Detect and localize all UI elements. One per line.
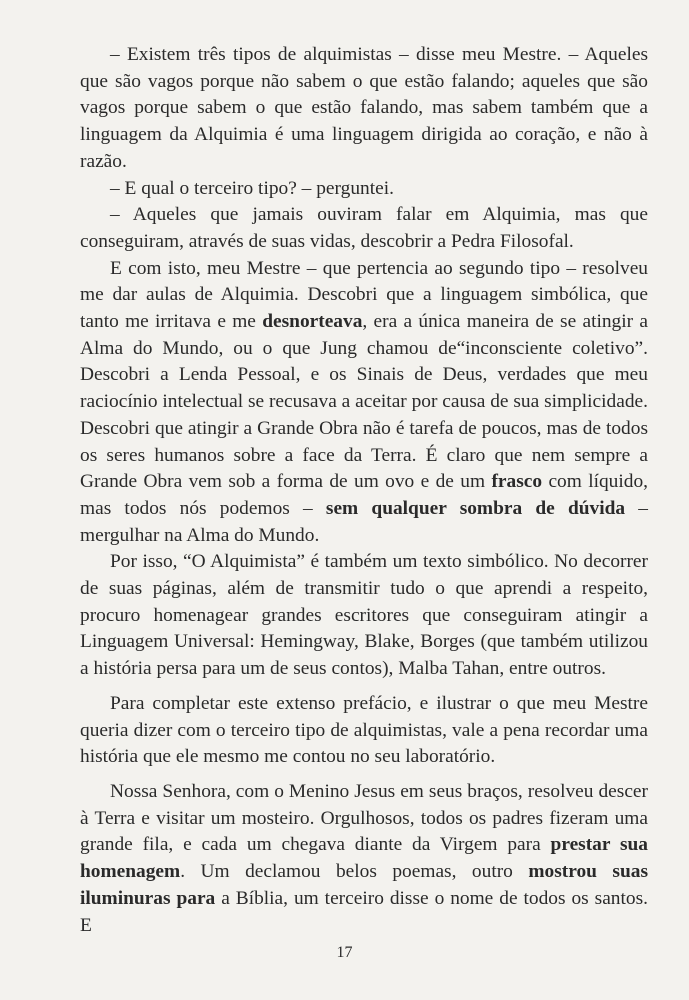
paragraph: – Existem três tipos de alquimistas – disse meu Mestre. – Aqueles que são vagos porque não sabem o que estão falando; aqueles que são vagos porque sabem o que estão falando, mas sabem também que a linguagem da Alquimia é uma linguagem dirigida ao coração, e não à razão. bbox=[80, 44, 648, 172]
bold-phrase: mostrou suas iluminuras para bbox=[80, 861, 648, 909]
bold-phrase: desnorteava bbox=[262, 311, 363, 333]
bold-phrase: prestar sua homenagem bbox=[80, 834, 648, 883]
paragraph: Por isso, “O Alquimista” é também um texto simbólico. No decorrer de suas páginas, além de transmitir tudo o que aprendi a respeito, procuro homenagear grandes escritores que conseguiram atingir a Linguagem Universal: Hemingway, Blake, Borges (que também utilizou a história persa para um de seus contos), Malba Tahan, entre outros. bbox=[80, 551, 648, 680]
bold-phrase: frasco bbox=[491, 471, 543, 493]
page-number: 17 bbox=[336, 944, 353, 961]
paragraph: Para completar este extenso prefácio, e ilustrar o que meu Mestre queria dizer com o terceiro tipo de alquimistas, vale a pena recordar uma história que ele mesmo me contou no seu laboratório. bbox=[80, 692, 648, 768]
paragraph: – E qual o terceiro tipo? – perguntei. bbox=[110, 177, 394, 199]
bold-phrase: sem qualquer sombra de dúvida bbox=[325, 497, 626, 519]
paragraph: – Aqueles que jamais ouviram falar em Alquimia, mas que conseguiram, através de suas vidas, descobrir a Pedra Filosofal. bbox=[80, 204, 648, 252]
paragraph: Nossa Senhora, com o Menino Jesus em seus braços, resolveu descer à Terra e visitar um mosteiro. Orgulhosos, todos os padres fizeram uma grande fila, e cada um chegava diante da Virgem para prestar sua homenagem. Um declamou belos poemas, outro mostrou suas iluminuras para a Bíblia, um terceiro disse o nome de todos os santos. E bbox=[80, 780, 648, 936]
body-text bbox=[80, 42, 648, 939]
paragraph: E com isto, meu Mestre – que pertencia ao segundo tipo – resolveu me dar aulas de Alquimia. Descobri que a linguagem simbólica, que tanto me irritava e me desnorteava, era a única maneira de se atingir a Alma do Mundo, ou o que Jung chamou de“inconsciente coletivo”. Descobri a Lenda Pessoal, e os Sinais de Deus, verdades que meu raciocínio intelectual se recusava a aceitar por causa de sua simplicidade. Descobri que atingir a Grande Obra não é tarefa de poucos, mas de todos os seres humanos sobre a face da Terra. É claro que nem sempre a Grande Obra vem sob a forma de um ovo e de um frasco com líquido, mas todos nós podemos – sem qualquer sombra de dúvida – mergulhar na Alma do Mundo. bbox=[80, 257, 648, 546]
